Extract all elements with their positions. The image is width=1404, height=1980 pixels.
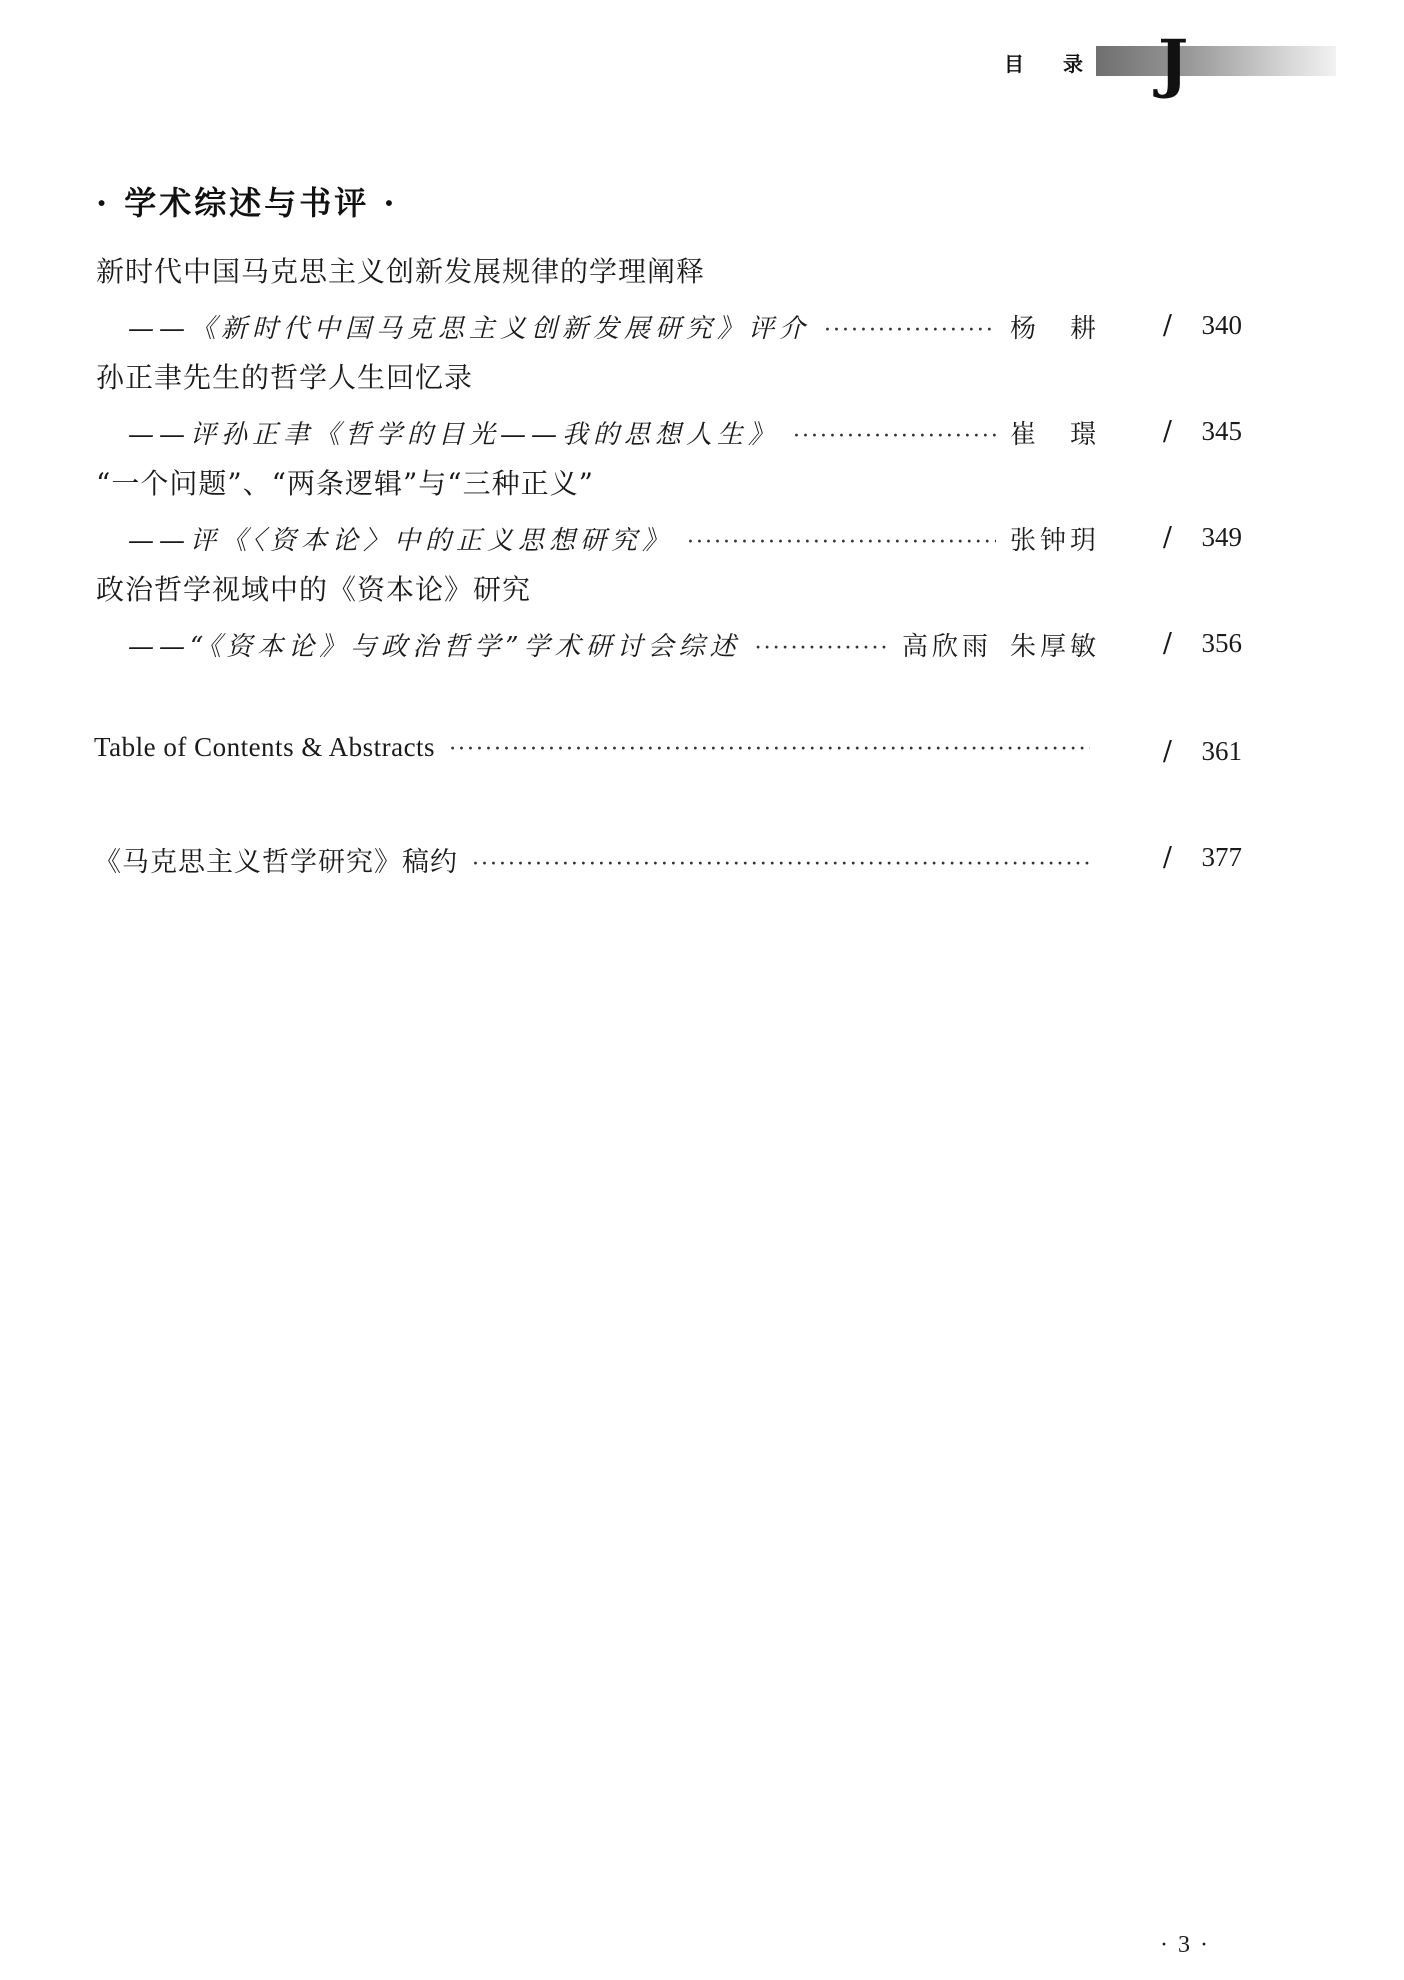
header-label: 目 录 [1004, 52, 1099, 76]
toc-entry-author: 朱厚敏 [1009, 632, 1100, 662]
toc-entry-subtitle: ——评孙正聿《哲学的目光——我的思想人生》 [128, 420, 780, 450]
page-slash: / [1162, 522, 1172, 553]
toc-entry-subtitle-row [128, 626, 1100, 663]
running-header [1004, 26, 1364, 101]
toc-entry-author [902, 626, 1100, 663]
page-slash: / [1162, 736, 1172, 767]
dot-leader [824, 318, 996, 343]
dot-leader [793, 424, 996, 449]
toc-entry-title: 政治哲学视域中的《资本论》研究 [96, 573, 532, 606]
page-slash: / [1162, 416, 1172, 447]
page-slash: / [1162, 310, 1172, 341]
toc-entry-page: 345 [1201, 416, 1242, 446]
toc-entry-title: Table of Contents & Abstracts [94, 732, 436, 762]
toc-entry-subtitle: ——“《资本论》与政治哲学”学术研讨会综述 [128, 632, 741, 662]
toc-entry-page: 361 [1201, 736, 1242, 766]
dot-leader [472, 852, 1090, 877]
page-slash: / [1162, 628, 1172, 659]
toc-entry-row [94, 840, 1104, 879]
toc-entry-author: 崔 璟 [1009, 420, 1100, 450]
page-slash: / [1162, 842, 1172, 873]
dot-leader [687, 530, 996, 555]
toc-entry-page: 356 [1201, 628, 1242, 658]
dot-leader [755, 636, 888, 661]
toc-entry-author: 杨 耕 [1009, 314, 1100, 344]
toc-entry-subtitle: ——评《〈资本论〉中的正义思想研究》 [128, 526, 674, 556]
toc-entry-subtitle: ——《新时代中国马克思主义创新发展研究》评介 [128, 314, 811, 344]
toc-entry-title: 孙正聿先生的哲学人生回忆录 [96, 361, 474, 394]
dot-leader [449, 737, 1090, 762]
header-gradient-bar [1096, 46, 1336, 76]
toc-entry-row [94, 732, 1104, 763]
toc-entry-author: 张钟玥 [1009, 526, 1100, 556]
toc-entry-subtitle-row [128, 308, 1100, 345]
toc-entry-title: “一个问题”、“两条逻辑”与“三种正义” [96, 467, 594, 500]
toc-entry-subtitle-row [128, 414, 1100, 451]
toc-entry-title: 新时代中国马克思主义创新发展规律的学理阐释 [96, 255, 706, 288]
page-number: · 3 · [1160, 1932, 1210, 1958]
journal-logo-letter: J [1158, 26, 1189, 101]
toc-entry-title: 《马克思主义哲学研究》稿约 [94, 847, 458, 878]
toc-entry-author: 高欣雨 [901, 632, 992, 662]
section-title: · 学术综述与书评 · [96, 184, 398, 222]
toc-entry-subtitle-row [128, 520, 1100, 557]
toc-entry-page: 377 [1201, 842, 1242, 872]
toc-entry-page: 349 [1201, 522, 1242, 552]
toc-entry-page: 340 [1201, 310, 1242, 340]
